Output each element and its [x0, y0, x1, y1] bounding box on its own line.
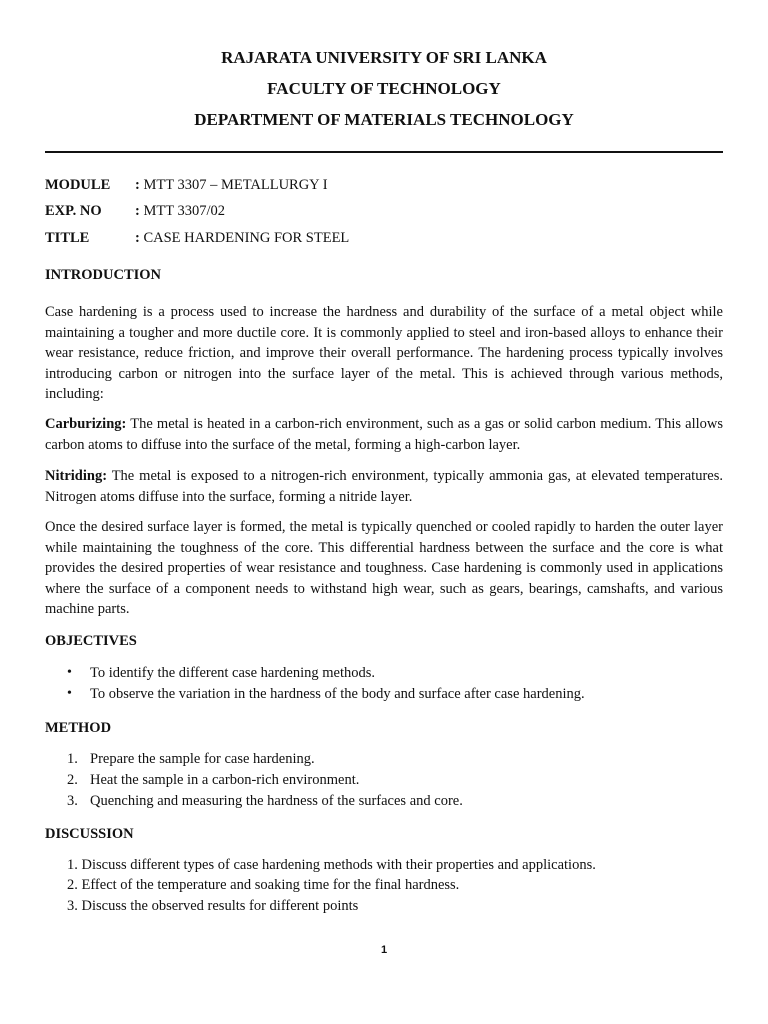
carburizing-text: The metal is heated in a carbon-rich environment, such as a gas or solid carbon medium. This allows carbon atoms to diffuse into the surface of the metal, forming a high-carbon layer.: [45, 416, 723, 453]
carburizing-lead: Carburizing:: [45, 416, 127, 432]
list-number: 3.: [67, 793, 78, 809]
nitriding-paragraph: [45, 466, 723, 507]
introduction-heading: INTRODUCTION: [45, 267, 162, 283]
method-text: Quenching and measuring the hardness of the surfaces and core.: [90, 793, 463, 809]
meta-exp-value: MTT 3307/02: [143, 203, 225, 219]
meta-exp-label: EXP. NO: [45, 203, 102, 219]
meta-separator: :: [135, 177, 140, 193]
objective-text: To identify the different case hardening methods.: [90, 665, 376, 681]
header-divider: [45, 151, 723, 153]
department-title: DEPARTMENT OF MATERIALS TECHNOLOGY: [194, 110, 574, 129]
discussion-heading: DISCUSSION: [45, 826, 134, 842]
meta-title-value: CASE HARDENING FOR STEEL: [143, 230, 350, 246]
bullet-icon: •: [67, 686, 72, 701]
list-number: 2.: [67, 772, 78, 788]
list-item: 2. Effect of the temperature and soaking time for the final hardness.: [67, 877, 460, 893]
introduction-paragraph: Case hardening is a process used to increase the hardness and durability of the surface of a metal object while maintaining a tougher and more ductile core. It is commonly applied to steel and iron-based alloys to enhance their wear resistance, reduce friction, and improve their overall performance. The hardening process typically involves introducing carbon or nitrogen into the surface layer of the metal. This is achieved through various methods, including:: [45, 304, 723, 402]
meta-title-row: [45, 229, 349, 247]
method-heading: METHOD: [45, 720, 112, 736]
meta-module-row: [45, 176, 328, 194]
carburizing-paragraph: [45, 414, 723, 455]
nitriding-text: The metal is exposed to a nitrogen-rich environment, typically ammonia gas, at elevated temperatures. Nitrogen atoms diffuse into the surface, forming a nitride layer.: [45, 468, 723, 505]
bullet-icon: •: [67, 665, 72, 680]
page-number: 1: [380, 944, 388, 956]
method-text: Prepare the sample for case hardening.: [90, 751, 315, 767]
quenching-paragraph: Once the desired surface layer is formed, the metal is typically quenched or cooled rapidly to harden the outer layer while maintaining the toughness of the core. This differential hardness between the surface and the core is what provides the desired properties of wear resistance and toughness. Case hardening is commonly used in applications where the surface of a component needs to withstand high wear, such as gears, bearings, camshafts, and various machine parts.: [45, 519, 723, 617]
list-item: 3. Discuss the observed results for different points: [67, 898, 359, 914]
meta-separator: :: [135, 203, 140, 219]
faculty-title: FACULTY OF TECHNOLOGY: [267, 79, 501, 98]
list-number: 1.: [67, 751, 78, 767]
meta-module-label: MODULE: [45, 177, 111, 193]
list-item: 1. Discuss different types of case hardening methods with their properties and applications.: [67, 857, 596, 873]
objectives-heading: OBJECTIVES: [45, 633, 137, 649]
objective-text: To observe the variation in the hardness of the body and surface after case hardening.: [90, 686, 585, 702]
meta-exp-row: [45, 202, 225, 220]
method-text: Heat the sample in a carbon-rich environment.: [90, 772, 360, 788]
meta-separator: :: [135, 230, 140, 246]
university-title: RAJARATA UNIVERSITY OF SRI LANKA: [221, 48, 547, 67]
nitriding-lead: Nitriding:: [45, 468, 108, 484]
meta-module-value: MTT 3307 – METALLURGY I: [143, 177, 328, 193]
meta-title-label: TITLE: [45, 230, 90, 246]
